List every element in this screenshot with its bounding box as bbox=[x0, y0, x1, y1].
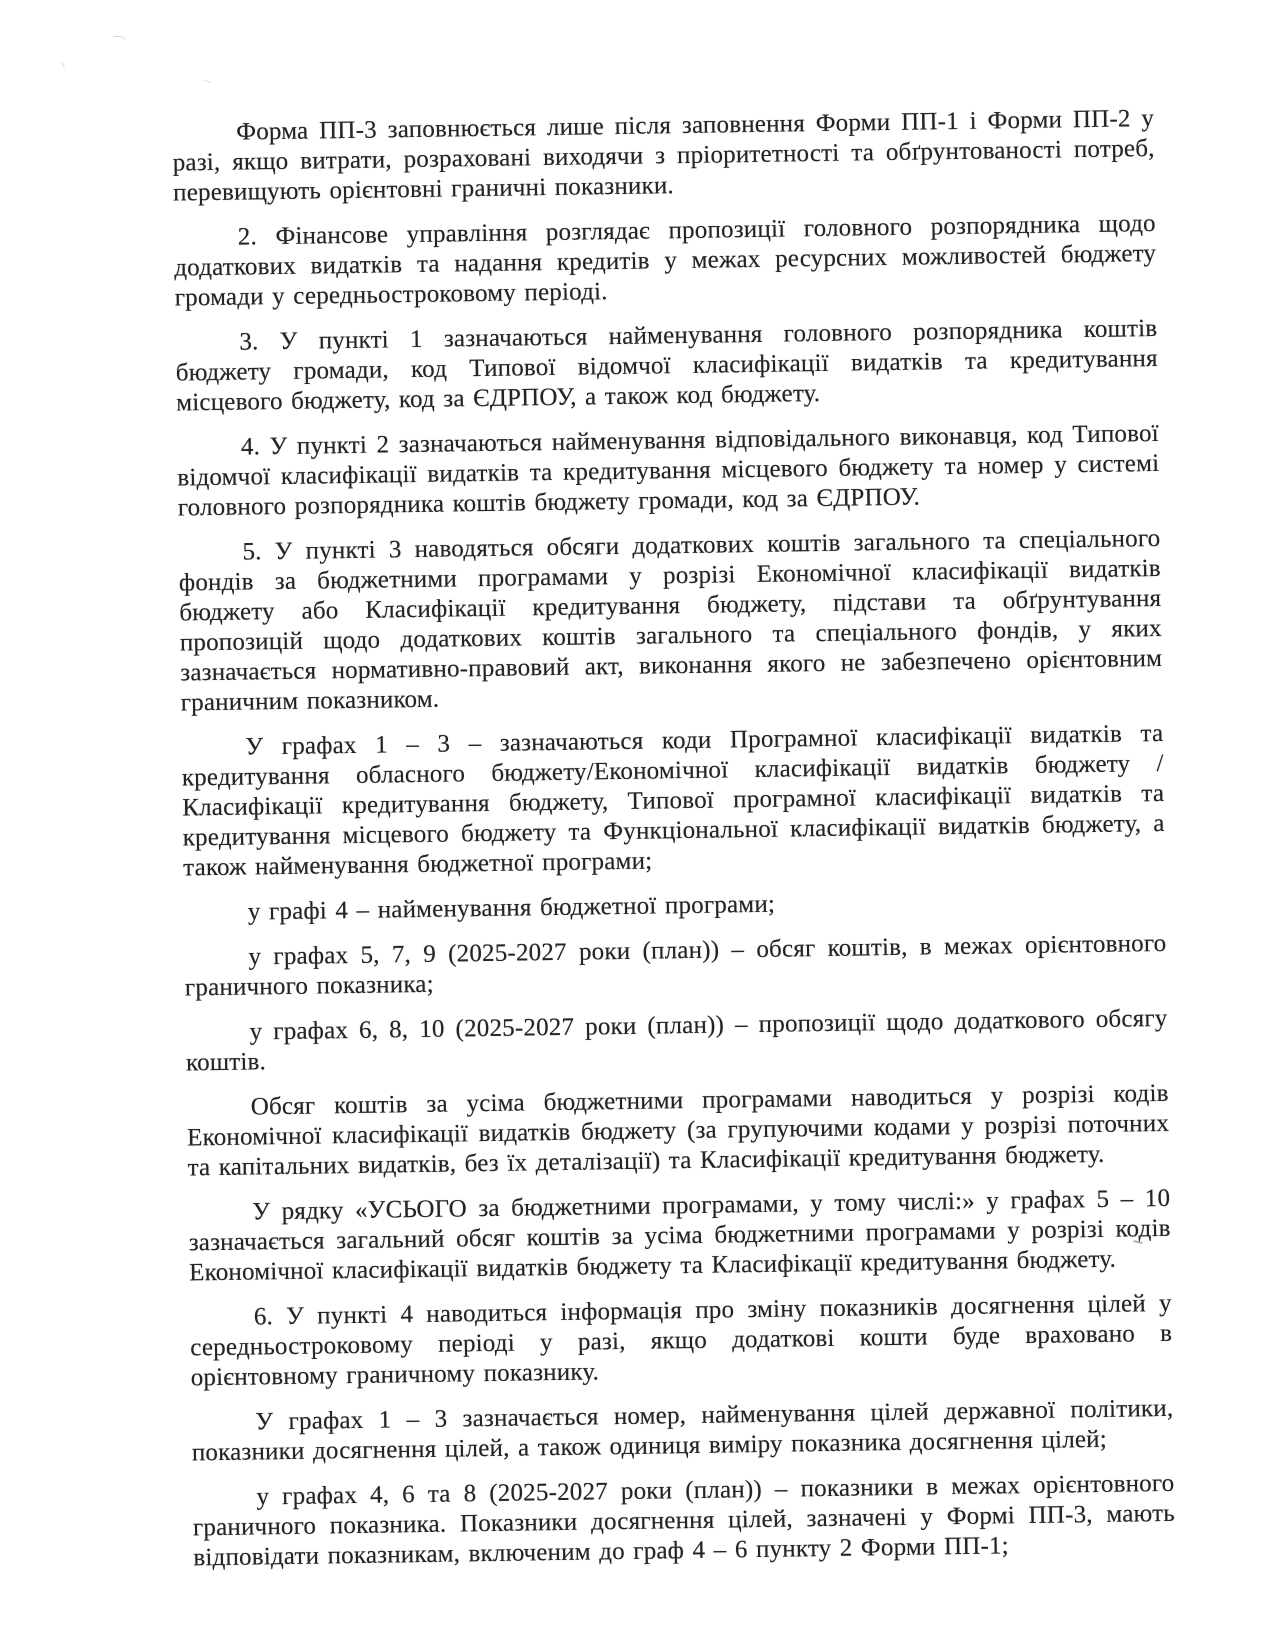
paragraph: У графах 1 – 3 – зазначаються коди Програмної класифікації видатків та кредитування обласного бюджету/Економічної класифікації видатків бюджету / Класифікації кредитування бюджету, Типової програмної класифікації видатків та кредитування місцевого бюджету та Функціональної класифікації видатків бюджету, а також найменування бюджетної програми; bbox=[181, 719, 1165, 882]
paragraph: у графах 6, 8, 10 (2025-2027 роки (план)) – пропозиції щодо додаткового обсягу коштів. bbox=[185, 1004, 1168, 1077]
paragraph: у графах 5, 7, 9 (2025-2027 роки (план)) – обсяг коштів, в межах орієнтовного граничного показника; bbox=[184, 929, 1167, 1002]
scan-speck bbox=[61, 58, 72, 68]
scan-speck bbox=[204, 73, 213, 83]
scan-speck bbox=[112, 35, 127, 44]
paragraph: Форма ПП-3 заповнюється лише після заповнення Форми ПП-1 і Форми ПП-2 у разі, якщо витрати, розраховані виходячи з пріоритетності та обґрунтованості потреб, перевищують орієнтовні граничні показники. bbox=[172, 104, 1155, 207]
paragraph: Обсяг коштів за усіма бюджетними програмами наводиться у розрізі кодів Економічної класифікації видатків бюджету (за групуючими кодами у розрізі поточних та капітальних видатків, без їх деталізації) та Класифікації кредитування бюджету. bbox=[186, 1079, 1170, 1182]
paragraph: У графах 1 – 3 зазначається номер, найменування цілей державної політики, показники досягнення цілей, а також одиниця виміру показника досягнення цілей; bbox=[191, 1394, 1174, 1467]
paragraph: 2. Фінансове управління розглядає пропозиції головного розпорядника щодо додаткових видатків та надання кредитів у межах ресурсних можливостей бюджету громади у середньостроковому періоді. bbox=[174, 209, 1157, 312]
document-text-block bbox=[172, 104, 1176, 1588]
paragraph: у графах 4, 6 та 8 (2025-2027 роки (план)) – показники в межах орієнтовного граничного показника. Показники досягнення цілей, зазначені у Формі ПП-3, мають відповідати показникам, включеним до граф 4 – 6 пункту 2 Форми ПП-1; bbox=[192, 1469, 1176, 1572]
paragraph: У рядку «УСЬОГО за бюджетними програмами, у тому числі:» у графах 5 – 10 зазначається загальний обсяг коштів за усіма бюджетними програмами у розрізі кодів Економічної класифікації видатків бюджету та Класифікації кредитування бюджету. bbox=[188, 1184, 1171, 1287]
paragraph: 5. У пункті 3 наводяться обсяги додаткових коштів загального та спеціального фондів за бюджетними програмами у розрізі Економічної класифікації видатків бюджету або Класифікації кредитування бюджету, підстави та обґрунтування пропозицій щодо додаткових коштів загального та спеціального фондів, у яких зазначається нормативно-правовий акт, виконання якого не забезпечено орієнтовним граничним показником. bbox=[178, 524, 1163, 717]
paragraph: 4. У пункті 2 зазначаються найменування відповідального виконавця, код Типової відомчої класифікації видатків та кредитування місцевого бюджету та номер у системі головного розпорядника коштів бюджету громади, код за ЄДРПОУ. bbox=[177, 419, 1160, 522]
paragraph: у графі 4 – найменування бюджетної програми; bbox=[247, 890, 776, 926]
paragraph: 6. У пункті 4 наводиться інформація про зміну показників досягнення цілей у середньостроковому періоді у разі, якщо додаткові кошти буде враховано в орієнтовному граничному показнику. bbox=[190, 1289, 1173, 1392]
paragraph: 3. У пункті 1 зазначаються найменування головного розпорядника коштів бюджету громади, код Типової відомчої класифікації видатків та кредитування місцевого бюджету, код за ЄДРПОУ, а також код бюджету. bbox=[175, 314, 1158, 417]
